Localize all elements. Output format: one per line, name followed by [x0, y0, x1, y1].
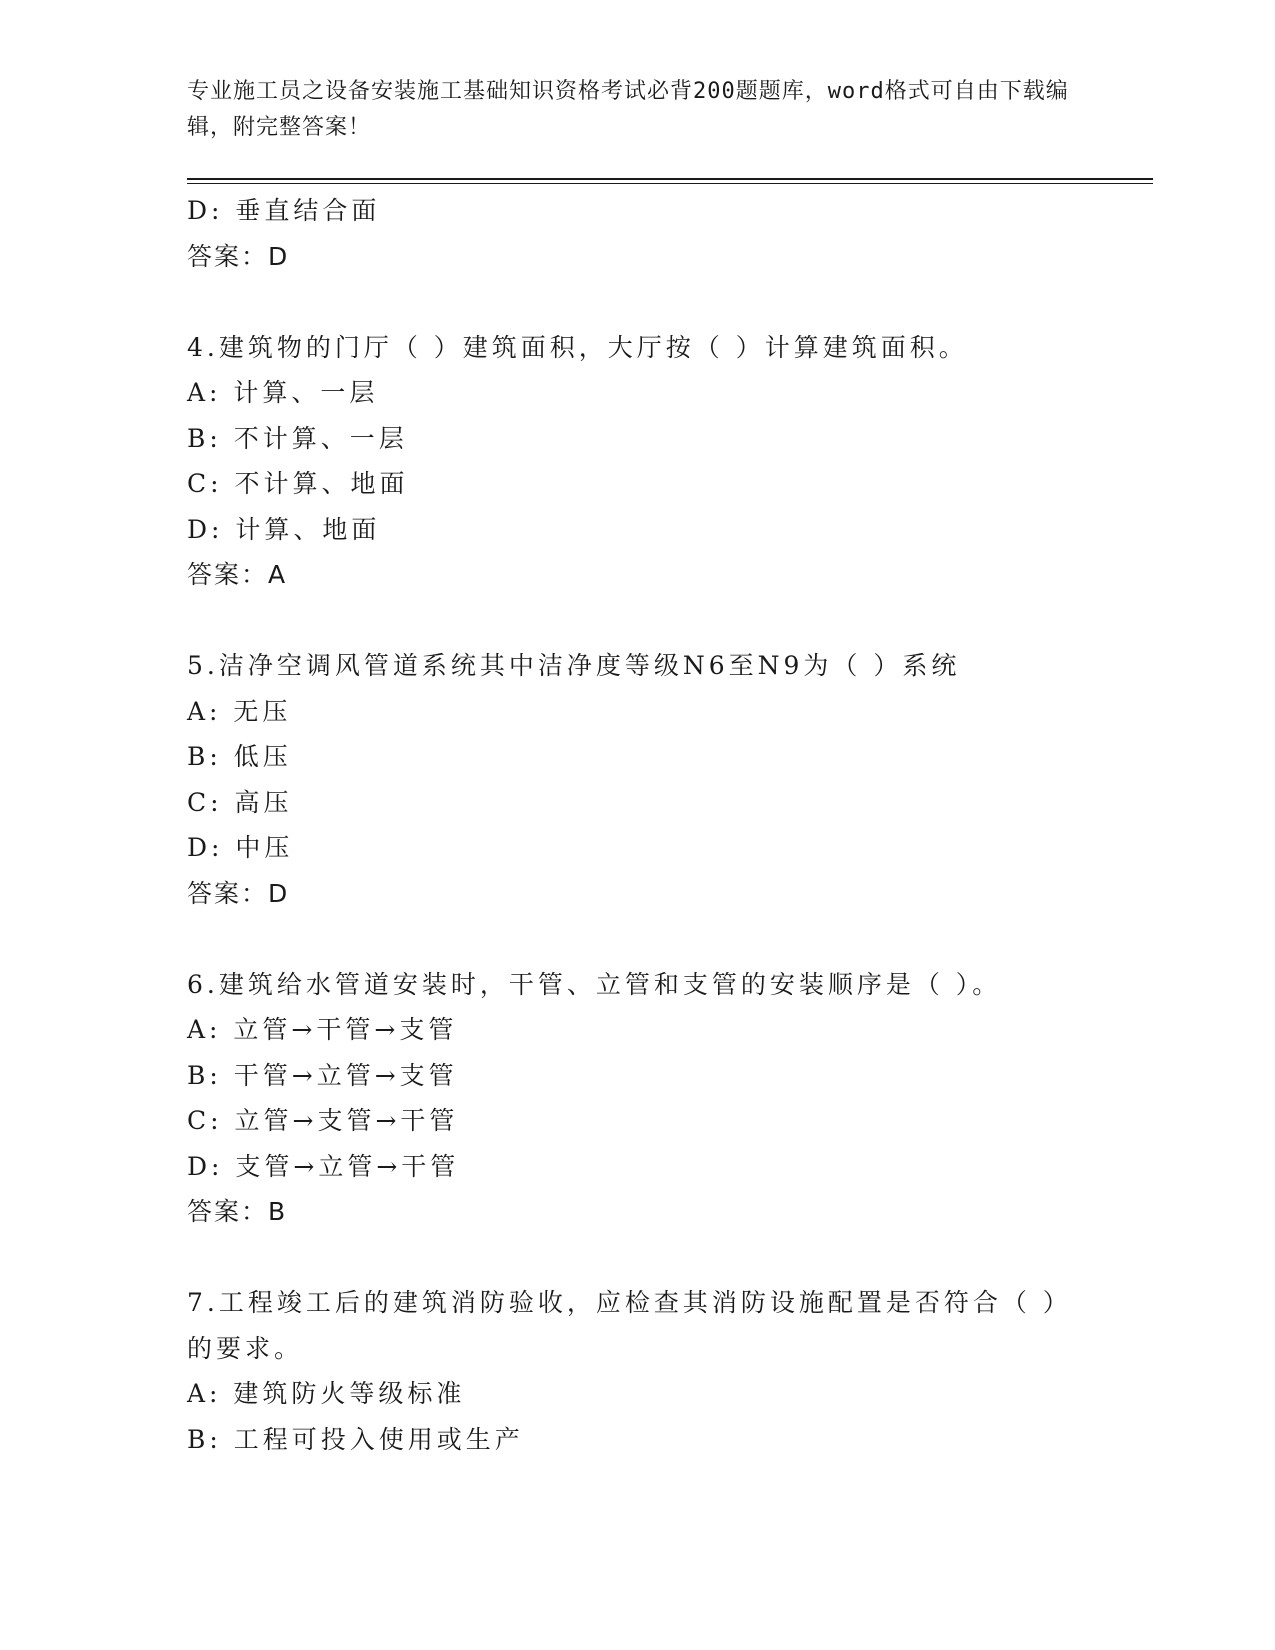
option-d: D: 支管→立管→干管 — [187, 1151, 460, 1181]
question-text: 5.洁净空调风管道系统其中洁净度等级N6至N9为（ ）系统 — [187, 651, 961, 680]
question-text: 7.工程竣工后的建筑消防验收，应检查其消防设施配置是否符合（ ）的要求。 — [187, 1288, 1072, 1363]
option-b: B: 工程可投入使用或生产 — [187, 1424, 524, 1454]
spacer — [187, 1235, 1087, 1281]
option-c: C: 立管→支管→干管 — [187, 1106, 459, 1135]
document-title: 专业施工员之设备安装施工基础知识资格考试必背200题题库，word格式可自由下载编辑，附完整答案！ — [187, 79, 1069, 140]
option-a: A: 立管→干管→支管 — [187, 1015, 458, 1044]
question-4 — [187, 325, 1087, 598]
question-6 — [187, 962, 1087, 1235]
question-text: 4.建筑物的门厅（ ）建筑面积，大厅按（ ）计算建筑面积。 — [187, 332, 968, 362]
option-d: D: 垂直结合面 — [187, 196, 381, 225]
spacer — [187, 598, 1087, 644]
option-b: B: 干管→立管→支管 — [187, 1060, 458, 1090]
option-b: B: 低压 — [187, 742, 292, 771]
answer: 答案：D — [187, 878, 290, 908]
option-a: A: 计算、一层 — [187, 378, 379, 407]
answer: 答案：B — [187, 1197, 288, 1226]
spacer — [187, 279, 1087, 325]
question-7 — [187, 1280, 1087, 1462]
option-d: D: 计算、地面 — [187, 514, 381, 544]
option-a: A: 建筑防火等级标准 — [187, 1379, 466, 1408]
question-text: 6.建筑给水管道安装时，干管、立管和支管的安装顺序是（ ）。 — [187, 969, 1002, 999]
answer: 答案：A — [187, 560, 288, 589]
document-body — [187, 188, 1087, 1462]
question-5 — [187, 643, 1087, 916]
answer: 答案：D — [187, 241, 290, 271]
header-divider — [187, 178, 1153, 184]
spacer — [187, 916, 1087, 962]
option-c: C: 高压 — [187, 787, 293, 817]
option-a: A: 无压 — [187, 696, 292, 726]
option-c: C: 不计算、地面 — [187, 469, 409, 498]
document-header — [187, 74, 1087, 146]
option-d: D: 中压 — [187, 833, 294, 862]
option-b: B: 不计算、一层 — [187, 423, 408, 453]
